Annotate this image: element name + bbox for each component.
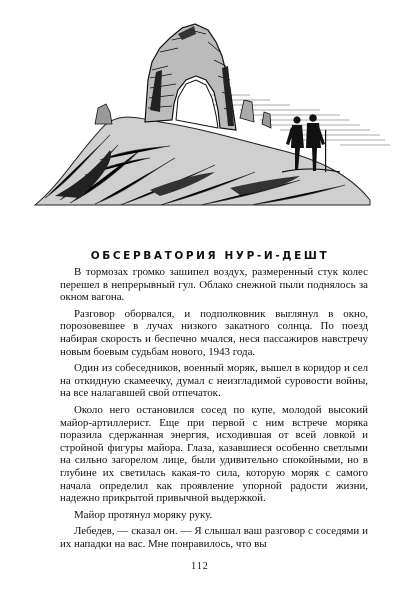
paragraph: Разговор оборвался, и подполковник выглянул в окно, порозовевшее в лучах низкого закатного солнца. По поезд набирая скорость и беспечно мчался, неся пассажиров навстречу новым боевым судьбам нового, 1943 года. (60, 307, 368, 358)
paragraph: В тормозах громко зашипел воздух, размеренный стук колес перешел в непрерывный гул. Облако снежной пыли поднялось за окном вагона. (60, 266, 368, 304)
paragraph: Майор протянул моряку руку. (74, 508, 213, 521)
paragraph: Лебедев, — сказал он. — Я слышал ваш разговор с соседями и их нападки на вас. Мне понравилось, что вы (60, 525, 368, 550)
chapter-title: ОБСЕРВАТОРИЯ НУР-И-ДЕШТ (90, 250, 330, 263)
page-number: 112 (191, 561, 209, 572)
ruins-illustration (0, 0, 400, 215)
body-text (60, 266, 368, 550)
paragraph: Один из собеседников, военный моряк, вышел в коридор и сел на откидную скамеечку, думал с неизгладимой суровости войны, на все налагавшей свой отпечаток. (60, 362, 368, 400)
paragraph: Около него остановился сосед по купе, молодой высокий майор-артиллерист. Еще при первой с ним встрече моряка поразила сдержанная энергия, исходившая от всей ловкой и стройной фигуры майора. Глаза, казавшиеся особенно светлыми на сильно загорелом лице, были удивительно спокойными, но в глубине их светилась какая-то сила, которую моряк с самого начала определил как проявление упорной радости жизни, надежно прикрытой привычной выдержкой. (60, 403, 368, 505)
